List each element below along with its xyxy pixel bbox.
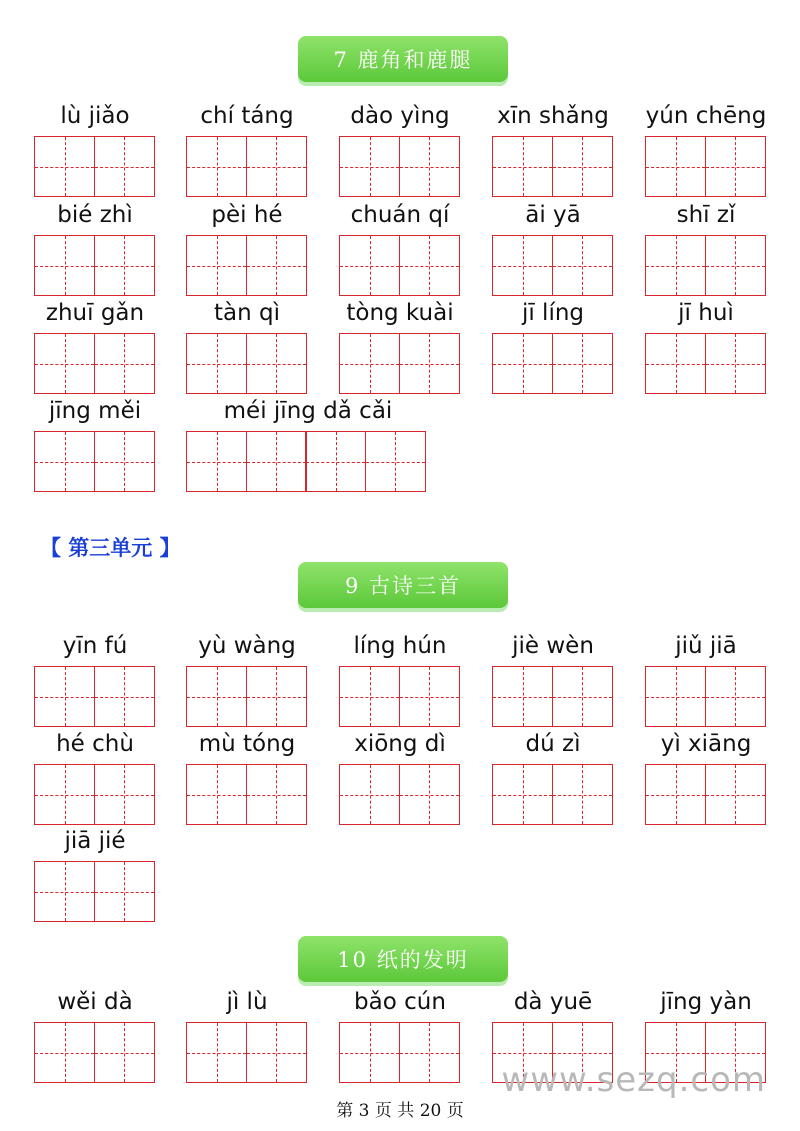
writing-cell[interactable] xyxy=(246,431,307,492)
writing-cell[interactable] xyxy=(94,431,155,492)
writing-cell[interactable] xyxy=(246,764,307,825)
writing-cell[interactable] xyxy=(705,235,766,296)
writing-cell[interactable] xyxy=(246,333,307,394)
pinyin-label: jīng yàn xyxy=(660,989,752,1015)
pinyin-label: zhuī gǎn xyxy=(45,300,145,326)
pinyin-label: yún chēng xyxy=(645,103,767,129)
writing-cell[interactable] xyxy=(492,333,553,394)
writing-cell[interactable] xyxy=(305,431,366,492)
writing-cell[interactable] xyxy=(339,333,400,394)
tianzige-writing-grid xyxy=(492,333,611,393)
writing-cell[interactable] xyxy=(552,136,613,197)
tianzige-writing-grid xyxy=(339,764,458,824)
writing-cell[interactable] xyxy=(705,136,766,197)
pinyin-label: dà yuē xyxy=(513,989,593,1015)
writing-cell[interactable] xyxy=(34,1022,95,1083)
writing-cell[interactable] xyxy=(492,666,553,727)
pinyin-label: méi jīng dǎ cǎi xyxy=(223,398,393,424)
tianzige-writing-grid xyxy=(34,431,153,491)
writing-cell[interactable] xyxy=(34,333,95,394)
pinyin-label: jiè wèn xyxy=(512,633,594,659)
tianzige-writing-grid xyxy=(34,1022,153,1082)
writing-cell[interactable] xyxy=(94,861,155,922)
pinyin-label: yì xiāng xyxy=(660,731,752,757)
tianzige-writing-grid xyxy=(186,1022,305,1082)
writing-cell[interactable] xyxy=(186,1022,247,1083)
writing-cell[interactable] xyxy=(399,333,460,394)
writing-cell[interactable] xyxy=(94,764,155,825)
writing-cell[interactable] xyxy=(94,136,155,197)
tianzige-writing-grid xyxy=(34,861,153,921)
writing-cell[interactable] xyxy=(246,235,307,296)
pinyin-label: tàn qì xyxy=(214,300,280,326)
pinyin-label: bié zhì xyxy=(57,202,133,228)
unit-heading: 【 第三单元 】 xyxy=(40,535,181,560)
tianzige-writing-grid xyxy=(492,136,611,196)
writing-cell[interactable] xyxy=(399,666,460,727)
pinyin-label: jiā jié xyxy=(64,828,126,854)
pinyin-label: jī líng xyxy=(521,300,585,326)
writing-cell[interactable] xyxy=(94,333,155,394)
writing-cell[interactable] xyxy=(552,235,613,296)
tianzige-writing-grid xyxy=(645,333,764,393)
tianzige-writing-grid xyxy=(339,136,458,196)
writing-cell[interactable] xyxy=(186,764,247,825)
writing-cell[interactable] xyxy=(492,136,553,197)
writing-cell[interactable] xyxy=(705,666,766,727)
tianzige-writing-grid xyxy=(34,333,153,393)
writing-cell[interactable] xyxy=(645,235,706,296)
tianzige-writing-grid xyxy=(186,136,305,196)
tianzige-writing-grid xyxy=(339,1022,458,1082)
writing-cell[interactable] xyxy=(492,764,553,825)
pinyin-label: dú zì xyxy=(525,731,581,757)
pinyin-label: jì lù xyxy=(226,989,268,1015)
writing-cell[interactable] xyxy=(186,431,247,492)
writing-cell[interactable] xyxy=(552,666,613,727)
tianzige-writing-grid xyxy=(186,235,305,295)
writing-cell[interactable] xyxy=(645,764,706,825)
lesson-title-banner: 9 古诗三首 xyxy=(298,562,508,608)
tianzige-writing-grid xyxy=(186,333,305,393)
writing-cell[interactable] xyxy=(94,1022,155,1083)
writing-cell[interactable] xyxy=(339,1022,400,1083)
writing-cell[interactable] xyxy=(339,764,400,825)
pinyin-label: tòng kuài xyxy=(346,300,454,326)
writing-cell[interactable] xyxy=(34,431,95,492)
tianzige-writing-grid xyxy=(492,666,611,726)
writing-cell[interactable] xyxy=(399,235,460,296)
pinyin-label: jīng měi xyxy=(48,398,142,424)
pinyin-label: chuán qí xyxy=(350,202,450,228)
pinyin-label: yù wàng xyxy=(198,633,296,659)
tianzige-writing-grid xyxy=(186,666,305,726)
writing-cell[interactable] xyxy=(645,333,706,394)
pinyin-label: yīn fú xyxy=(62,633,128,659)
writing-cell[interactable] xyxy=(94,666,155,727)
writing-cell[interactable] xyxy=(34,136,95,197)
writing-cell[interactable] xyxy=(399,136,460,197)
watermark: www.sezq.com xyxy=(501,1060,766,1100)
tianzige-writing-grid xyxy=(339,666,458,726)
writing-cell[interactable] xyxy=(645,136,706,197)
pinyin-label: wěi dà xyxy=(57,989,133,1015)
page-footer: 第 3 页 共 20 页 xyxy=(336,1101,464,1121)
tianzige-writing-grid xyxy=(34,764,153,824)
pinyin-label: shī zǐ xyxy=(676,202,736,228)
writing-cell[interactable] xyxy=(552,764,613,825)
pinyin-label: jiǔ jiā xyxy=(675,633,737,659)
pinyin-label: chí táng xyxy=(200,103,294,129)
tianzige-writing-grid xyxy=(186,431,424,491)
writing-cell[interactable] xyxy=(339,235,400,296)
tianzige-writing-grid xyxy=(492,235,611,295)
pinyin-label: lù jiǎo xyxy=(60,103,130,129)
writing-cell[interactable] xyxy=(552,333,613,394)
writing-cell[interactable] xyxy=(34,861,95,922)
tianzige-writing-grid xyxy=(34,136,153,196)
pinyin-label: mù tóng xyxy=(198,731,296,757)
tianzige-writing-grid xyxy=(339,235,458,295)
writing-cell[interactable] xyxy=(94,235,155,296)
tianzige-writing-grid xyxy=(645,136,764,196)
tianzige-writing-grid xyxy=(186,764,305,824)
tianzige-writing-grid xyxy=(645,764,764,824)
tianzige-writing-grid xyxy=(492,764,611,824)
pinyin-label: pèi hé xyxy=(211,202,283,228)
writing-cell[interactable] xyxy=(34,666,95,727)
writing-cell[interactable] xyxy=(705,764,766,825)
writing-cell[interactable] xyxy=(186,666,247,727)
writing-cell[interactable] xyxy=(705,333,766,394)
writing-cell[interactable] xyxy=(186,136,247,197)
pinyin-label: dào yìng xyxy=(350,103,450,129)
writing-cell[interactable] xyxy=(339,136,400,197)
lesson-title-banner: 10 纸的发明 xyxy=(298,936,508,982)
writing-cell[interactable] xyxy=(246,136,307,197)
pinyin-label: jī huì xyxy=(678,300,734,326)
writing-cell[interactable] xyxy=(492,235,553,296)
pinyin-label: hé chù xyxy=(56,731,134,757)
writing-cell[interactable] xyxy=(399,764,460,825)
tianzige-writing-grid xyxy=(339,333,458,393)
writing-cell[interactable] xyxy=(34,235,95,296)
writing-cell[interactable] xyxy=(186,333,247,394)
writing-cell[interactable] xyxy=(34,764,95,825)
tianzige-writing-grid xyxy=(645,666,764,726)
writing-cell[interactable] xyxy=(246,666,307,727)
lesson-title-banner: 7 鹿角和鹿腿 xyxy=(298,36,508,82)
writing-cell[interactable] xyxy=(645,666,706,727)
tianzige-writing-grid xyxy=(34,666,153,726)
pinyin-label: xiōng dì xyxy=(354,731,446,757)
pinyin-label: āi yā xyxy=(525,202,581,228)
writing-cell[interactable] xyxy=(186,235,247,296)
pinyin-label: líng hún xyxy=(353,633,447,659)
writing-cell[interactable] xyxy=(399,1022,460,1083)
pinyin-label: bǎo cún xyxy=(354,989,446,1015)
writing-cell[interactable] xyxy=(339,666,400,727)
tianzige-writing-grid xyxy=(34,235,153,295)
writing-cell[interactable] xyxy=(365,431,426,492)
pinyin-label: xīn shǎng xyxy=(497,103,609,129)
writing-cell[interactable] xyxy=(246,1022,307,1083)
tianzige-writing-grid xyxy=(645,235,764,295)
